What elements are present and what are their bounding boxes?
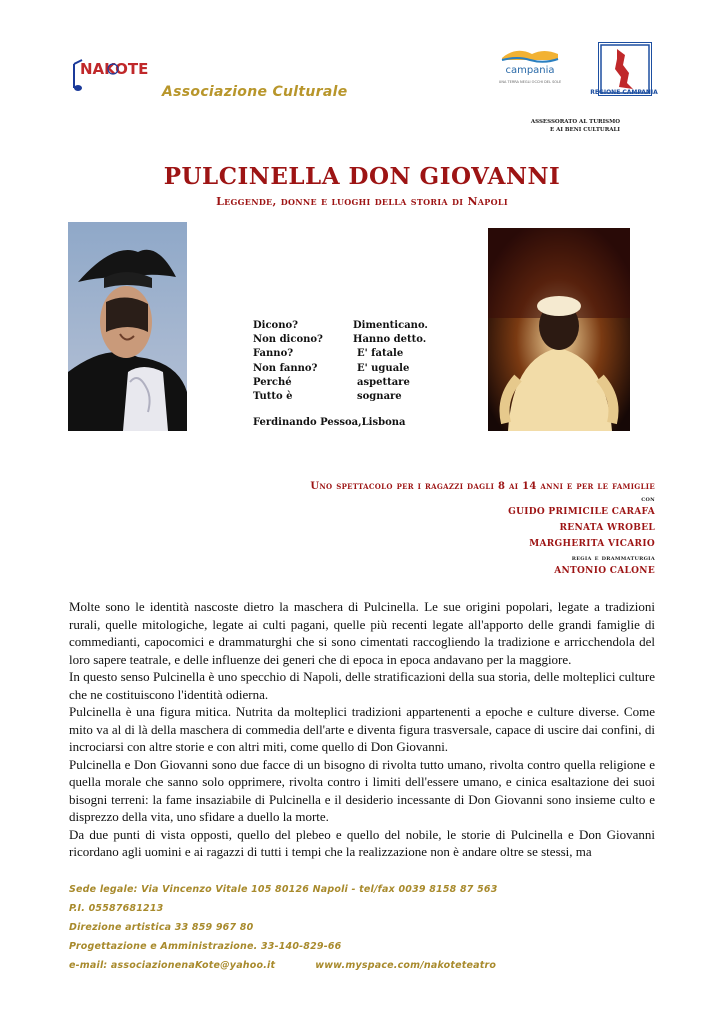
poem-answer: E' uguale <box>357 362 410 374</box>
poem-line <box>253 333 447 347</box>
poem-question: Fanno? <box>253 348 294 360</box>
director-name: ANTONIO CALONE <box>554 566 655 576</box>
body-text <box>69 598 655 861</box>
footer <box>69 880 498 975</box>
poem-line <box>253 319 447 333</box>
poem-question: Tutto è <box>253 391 293 403</box>
poem-question: Non dicono? <box>253 334 323 346</box>
poem-line <box>253 376 447 390</box>
association-label: Associazione Culturale <box>162 84 348 100</box>
poem-question: Non fanno? <box>253 362 318 374</box>
body-paragraph: In questo senso Pulcinella è uno specchio di Napoli, delle stratificazioni della sua storia, delle molteplici culture che ne costituiscono l'identità odierna. <box>69 669 655 702</box>
poem-answer: aspettare <box>357 376 410 388</box>
cast-member: MARGHERITA VICARIO <box>529 539 655 549</box>
con-label: con <box>641 494 655 503</box>
poem-line <box>253 347 447 361</box>
svg-text:NAKOTE: NAKOTE <box>80 60 149 78</box>
footer-direction: Direzione artistica 33 859 967 80 <box>69 922 254 933</box>
poem-answer: Hanno detto. <box>353 334 427 346</box>
poem-question: Perché <box>253 376 292 388</box>
page-title: PULCINELLA DON GIOVANNI <box>163 163 561 190</box>
svg-text:campania: campania <box>505 65 555 76</box>
assessorato-label <box>520 118 620 134</box>
footer-website[interactable]: www.myspace.com/nakoteteatro <box>315 960 497 971</box>
poem-line <box>253 362 447 376</box>
body-paragraph: Pulcinella è una figura mitica. Nutrita da molteplici tradizioni appartenenti a epoche e culture diverse. Come mito va al di là della maschera di commedia dell'arte e diventa figura trasversale, capace di uscire dai confini, di incrociarsi con altre storie e con altri miti, come quello di Don Giovanni. <box>69 704 655 754</box>
direction-label: regia e drammaturgia <box>571 553 655 562</box>
poem-question: Dicono? <box>253 320 299 331</box>
poem-block <box>253 319 447 404</box>
body-paragraph: Molte sono le identità nascoste dietro la maschera di Pulcinella. Le sue origini popolari, legate a tradizioni rurali, quelle mitologiche, legate ai culti pagani, quelle più recenti legate all'apporto delle grandi famiglie di commedianti, capocomici e drammaturghi che si sono cimentati raccogliendo la tradizione e arricchendola del loro sapere teatrale, e delle influenze dei generi che di epoca in epoca andavano per la maggiore. <box>69 599 655 667</box>
poem-author: Ferdinando Pessoa,Lisbona <box>253 417 406 428</box>
assessorato-line-2: E AI BENI CULTURALI <box>550 127 620 133</box>
footer-contact <box>69 956 498 975</box>
body-paragraph: Da due punti di vista opposti, quello del plebeo e quello del nobile, le storie di Pulcinella e Don Giovanni ricordano agli uomini e ai ragazzi di tutti i tempi che la realizzazione non è andare oltre se stessi, ma <box>69 826 655 859</box>
credits-block <box>310 480 655 579</box>
assessorato-line-1: ASSESSORATO AL TURISMO <box>530 119 620 125</box>
poem-line <box>253 390 447 404</box>
poem-answer: sognare <box>357 391 402 403</box>
footer-piva: P.I. 05587681213 <box>69 903 164 914</box>
poem-answer: Dimenticano. <box>353 320 428 331</box>
footer-address: Sede legale: Via Vincenzo Vitale 105 80126 Napoli - tel/fax 0039 8158 87 563 <box>69 884 498 895</box>
pulcinella-hat-photo <box>68 222 187 431</box>
pulcinella-stage-photo <box>488 228 630 431</box>
campania-logo <box>498 44 562 78</box>
footer-management: Progettazione e Amministrazione. 33-140-829-66 <box>69 941 342 952</box>
nakote-logo <box>70 52 156 94</box>
campania-tagline: UNA TERRA NEGLI OCCHI DEL SOLE <box>498 80 562 84</box>
cast-member: GUIDO PRIMICILE CARAFA <box>508 507 655 517</box>
regione-campania-emblem <box>598 42 652 96</box>
body-paragraph: Pulcinella e Don Giovanni sono due facce di un bisogno di rivolta tutto umano, rivolta contro quella religione e quella morale che sanno solo opprimere, rivolta contro i limiti dell'essere umano, e cinica esaltazione dei suoi bisogni terreni: la fame insaziabile di Pulcinella e il desiderio incessante di Don Giovanni sono insieme culto e disprezzo della vita, uno sfidare a duello la morte. <box>69 756 655 824</box>
page-subtitle: Leggende, donne e luoghi della storia di Napoli <box>216 195 508 208</box>
cast-member: RENATA WROBEL <box>559 523 655 533</box>
regione-label: REGIONE CAMPANIA <box>590 89 658 96</box>
poem-answer: E' fatale <box>357 348 404 360</box>
show-tagline: Uno spettacolo per i ragazzi dagli 8 ai 14 anni e per le famiglie <box>310 481 655 492</box>
footer-email[interactable]: e-mail: associazionenaKote@yahoo.it <box>69 960 276 971</box>
